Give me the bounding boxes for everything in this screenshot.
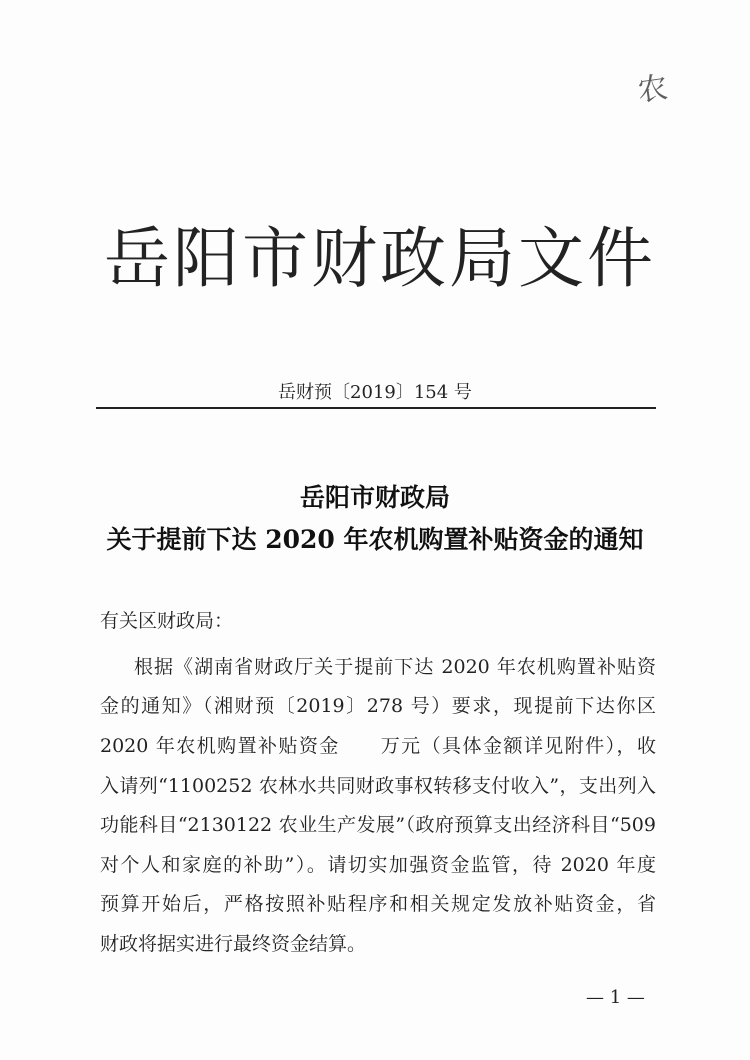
body-line: 预算开始后，严格按照补贴程序和相关规定发放补贴资金，省 xyxy=(100,893,656,915)
handwritten-annotation: 农 xyxy=(635,70,670,109)
body-line: 财政将据实进行最终资金结算。 xyxy=(100,933,367,955)
document-header: 岳阳市财政局文件 xyxy=(104,220,656,297)
body-line: 对个人和家庭的补助”）。请切实加强资金监管，待 2020 年度 xyxy=(100,854,656,876)
document-number: 岳财预〔2019〕154 号 xyxy=(278,382,472,403)
salutation: 有关区财政局： xyxy=(100,610,234,632)
header-divider xyxy=(96,407,656,409)
body-line: 金的通知》（湘财预〔2019〕278 号）要求，现提前下达你区 xyxy=(100,695,656,717)
body-line: 根据《湖南省财政厅关于提前下达 2020 年农机购置补贴资 xyxy=(134,656,656,678)
body-line: 功能科目“2130122 农业生产发展”（政府预算支出经济科目“509 xyxy=(100,814,656,836)
page-number: — 1 — xyxy=(586,987,645,1008)
body-line: 入请列“1100252 农林水共同财政事权转移支付收入”，支出列入 xyxy=(100,775,656,797)
body-line: 2020 年农机购置补贴资金 万元（具体金额详见附件），收 xyxy=(100,735,656,757)
notice-title-issuer: 岳阳市财政局 xyxy=(299,483,450,512)
notice-title-subject: 关于提前下达 2020 年农机购置补贴资金的通知 xyxy=(106,525,644,554)
